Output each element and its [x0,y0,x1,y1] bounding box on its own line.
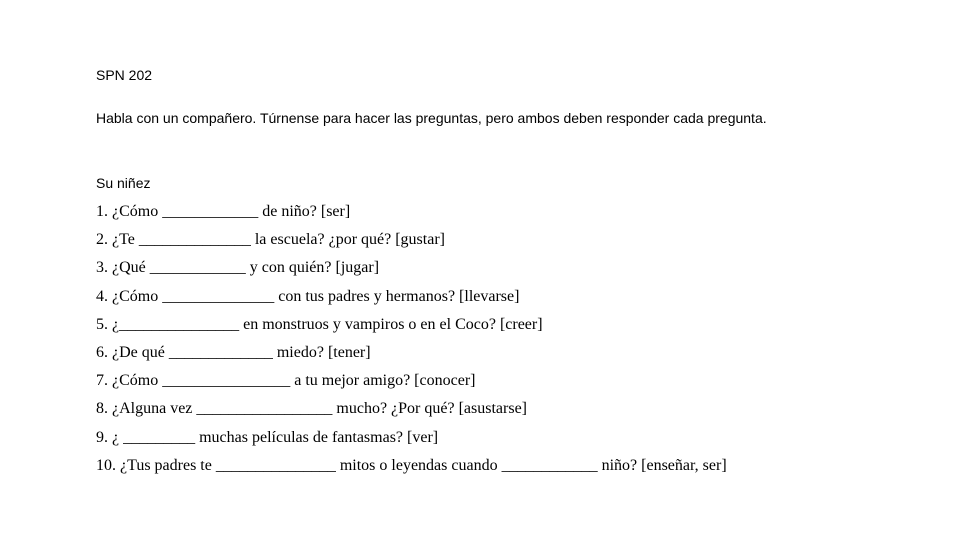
section-title: Su niñez [96,175,151,191]
question-item: 2. ¿Te ______________ la escuela? ¿por qué? [gustar] [96,231,445,249]
question-item: 6. ¿De qué _____________ miedo? [tener] [96,343,371,361]
question-item: 3. ¿Qué ____________ y con quién? [jugar] [96,259,380,277]
course-code: SPN 202 [96,67,153,83]
question-item: 1. ¿Cómo ____________ de niño? [ser] [96,203,351,220]
instructions-text: Habla con un compañero. Túrnense para hacer las preguntas, pero ambos deben responder cada pregunta. [96,110,767,126]
question-item: 10. ¿Tus padres te _______________ mitos o leyendas cuando ____________ niño? [enseñar, ser] [96,456,727,474]
question-list [96,198,727,480]
question-item: 8. ¿Alguna vez _________________ mucho? ¿Por qué? [asustarse] [96,400,527,418]
question-item: 7. ¿Cómo ________________ a tu mejor amigo? [conocer] [96,372,476,390]
question-item: 4. ¿Cómo ______________ con tus padres y hermanos? [llevarse] [96,287,520,305]
question-item: 5. ¿_______________ en monstruos y vampiros o en el Coco? [creer] [96,315,543,333]
question-item: 9. ¿ _________ muchas películas de fantasmas? [ver] [96,428,439,446]
